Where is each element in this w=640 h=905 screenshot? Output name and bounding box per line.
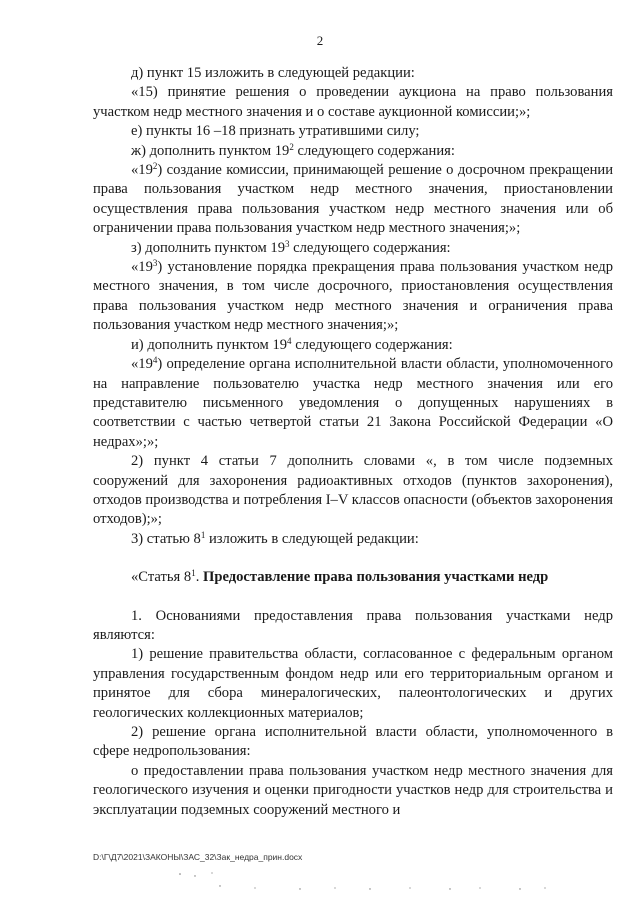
paragraph: 3) статью $8^1$ изложить в следующей редакции: [131, 529, 419, 547]
paragraph: ж) дополнить пунктом $19^2$ следующего содержания: [131, 141, 455, 159]
superscript: 1 [200, 529, 206, 540]
article-heading: «Статья $8^1$. Предоставление права пользования участками недр [131, 568, 549, 586]
paragraph: и) дополнить пунктом $19^4$ следующего содержания: [131, 335, 453, 353]
paragraph: 1) решение правительства области, согласованное с федеральным органом управления государственным фондом недр или его территориальным органом и принятое для сбора минералогических, палеонтологических и других геологических коллекционных материалов; [93, 646, 613, 721]
article-title: Предоставление права пользования участками недр [202, 569, 549, 586]
superscript: 1 [191, 568, 196, 579]
paragraph: з) дополнить пунктом $19^3$ следующего содержания: [131, 238, 451, 256]
superscript: 2 [289, 141, 294, 152]
file-path-footer: D:\Г\Д7\2021\ЗАКОНЫ\ЗАС_32\Зак_недра_прин.docx [93, 852, 303, 862]
superscript: 2 [152, 161, 158, 172]
document-body [93, 64, 613, 820]
paragraph: д) пункт 15 изложить в следующей редакции: [131, 65, 415, 81]
paragraph: «$19^3$) установление порядка прекращения права пользования участком недр местного значения, в том числе досрочного, приостановления осуществления права пользования участком недр местного значения и ограничения права пользования участком недр местного значения;»; [93, 258, 613, 334]
paragraph: о предоставлении права пользования участком недр местного значения для геологического изучения и оценки пригодности участков недр для строительства и эксплуатации подземных сооружений местного и [93, 762, 613, 818]
paragraph: 1. Основаниями предоставления права пользования участками недр являются: [93, 607, 613, 643]
paragraph: 2) пункт 4 статьи 7 дополнить словами «, в том числе подземных сооружений для захоронения радиоактивных отходов (пунктов захоронения), отходов производства и потребления I–V классов опасности (объектов захоронения отходов);»; [93, 453, 613, 528]
superscript: 4 [152, 355, 158, 366]
paragraph: «15) принятие решения о проведении аукциона на право пользования участком недр местного значения и о составе аукционной комиссии;»; [93, 84, 613, 120]
paragraph: 2) решение органа исполнительной власти области, уполномоченного в сфере недропользования: [93, 724, 613, 760]
superscript: 3 [152, 258, 158, 269]
paragraph: е) пункты 16 –18 признать утратившими силу; [131, 123, 420, 140]
page-number: 2 [316, 33, 324, 48]
paragraph: «$19^4$) определение органа исполнительной власти области, уполномоченного на направление пользователю участка недр местного значения или его представителю письменного уведомления о допущенных нарушениях в соответствии с частью четвертой статьи 21 Закона Российской Федерации «О недрах»;»; [93, 355, 613, 450]
paragraph: «$19^2$) создание комиссии, принимающей решение о досрочном прекращении права пользования участком недр местного значения, приостановлении осуществления права пользования участком недр местного значения или об ограничении права пользования участком недр местного значения;»; [93, 161, 613, 237]
superscript: 3 [285, 238, 290, 249]
scan-noise [160, 868, 560, 898]
superscript: 4 [287, 335, 292, 346]
